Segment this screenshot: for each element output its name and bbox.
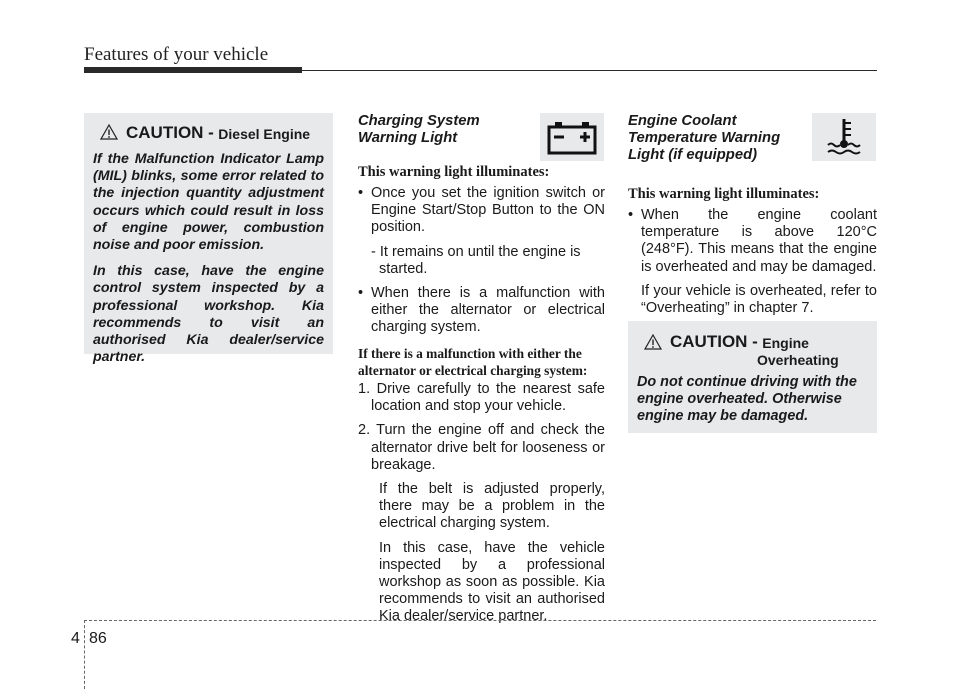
bullet-text: When there is a malfunction with either the alternator or electrical charging system. — [371, 285, 605, 336]
header-rule — [302, 70, 877, 71]
caution-box-diesel-engine — [84, 113, 333, 366]
footer-divider — [84, 620, 85, 689]
warning-triangle-icon — [100, 124, 118, 140]
coolant-temperature-icon — [812, 113, 876, 161]
footer-rule — [84, 620, 876, 621]
caution-word: CAUTION - — [126, 123, 214, 142]
coolant-title-line: Engine Coolant — [628, 113, 737, 129]
bullet-text: When the engine coolant temperature is above 120°C (248°F). This means that the engine is overheated and may be damaged. — [641, 207, 877, 275]
charging-body — [358, 185, 605, 337]
caution-paragraph: In this case, have the engine control system inspected by a professional workshop. Kia recommends to visit an authorised Kia dealer/service partner. — [93, 263, 324, 366]
sub-item-text: - It remains on until the engine is started. — [371, 243, 581, 277]
battery-icon — [540, 113, 604, 161]
charging-illuminates-label: This warning light illuminates: — [358, 164, 550, 180]
coolant-body — [628, 207, 877, 317]
caution-paragraph: Do not continue driving with the engine overheated. Otherwise engine may be damaged. — [637, 374, 857, 425]
bullet-mark: • — [358, 285, 364, 302]
chapter-number: 4 — [71, 630, 80, 647]
caution-subject: Engine — [762, 335, 809, 351]
step-paragraph: If the belt is adjusted properly, there may be a problem in the electrical charging system. — [379, 481, 605, 532]
caution-subject-line2: Overheating — [757, 352, 839, 368]
coolant-title-line: Light (if equipped) — [628, 147, 758, 163]
list-item — [358, 185, 605, 237]
charging-title-line: Warning Light — [358, 130, 458, 146]
header-bar — [84, 67, 302, 73]
caution-word: CAUTION - — [670, 332, 758, 351]
caution-box-engine-overheating — [628, 321, 877, 433]
step-text: 1. Drive carefully to the nearest safe location and stop your vehicle. — [358, 381, 605, 415]
bullet-paragraph: If your vehicle is overheated, refer to “Overheating” in chapter 7. — [641, 282, 877, 317]
caution-heading — [644, 330, 868, 352]
bullet-mark: • — [358, 185, 364, 201]
charging-warning-light-tile — [540, 113, 604, 161]
coolant-section-title — [628, 113, 780, 164]
coolant-illuminates-label: This warning light illuminates: — [628, 186, 820, 202]
coolant-title-line: Temperature Warning — [628, 130, 781, 146]
charging-section-title — [358, 113, 480, 147]
coolant-warning-light-tile — [812, 113, 876, 161]
page-header-title: Features of your vehicle — [84, 44, 269, 65]
caution-subject: Diesel Engine — [218, 126, 311, 142]
caution-heading — [100, 123, 324, 143]
charging-title-line: Charging System — [358, 113, 480, 129]
bullet-mark: • — [628, 207, 634, 223]
list-item — [358, 285, 605, 337]
charging-steps — [358, 381, 605, 626]
warning-triangle-icon — [644, 334, 662, 350]
caution-paragraph: If the Malfunction Indicator Lamp (MIL) blinks, some error related to the injection quantity adjustment occurs which could result in loss of engine power, combustion noise and poor emission. — [93, 151, 324, 254]
step-text: 2. Turn the engine off and check the alternator drive belt for looseness or breakage. — [358, 422, 605, 473]
bullet-text: Once you set the ignition switch or Engine Start/Stop Button to the ON position. — [371, 185, 605, 236]
page-number: 86 — [89, 630, 107, 647]
step-paragraph: In this case, have the vehicle inspected by a professional workshop as soon as possible. Kia recommends to visit an authorised Kia dealer/service partner. — [379, 539, 605, 625]
malfunction-heading: If there is a malfunction with either the alternator or electrical charging system: — [358, 346, 588, 378]
list-item — [628, 207, 877, 276]
